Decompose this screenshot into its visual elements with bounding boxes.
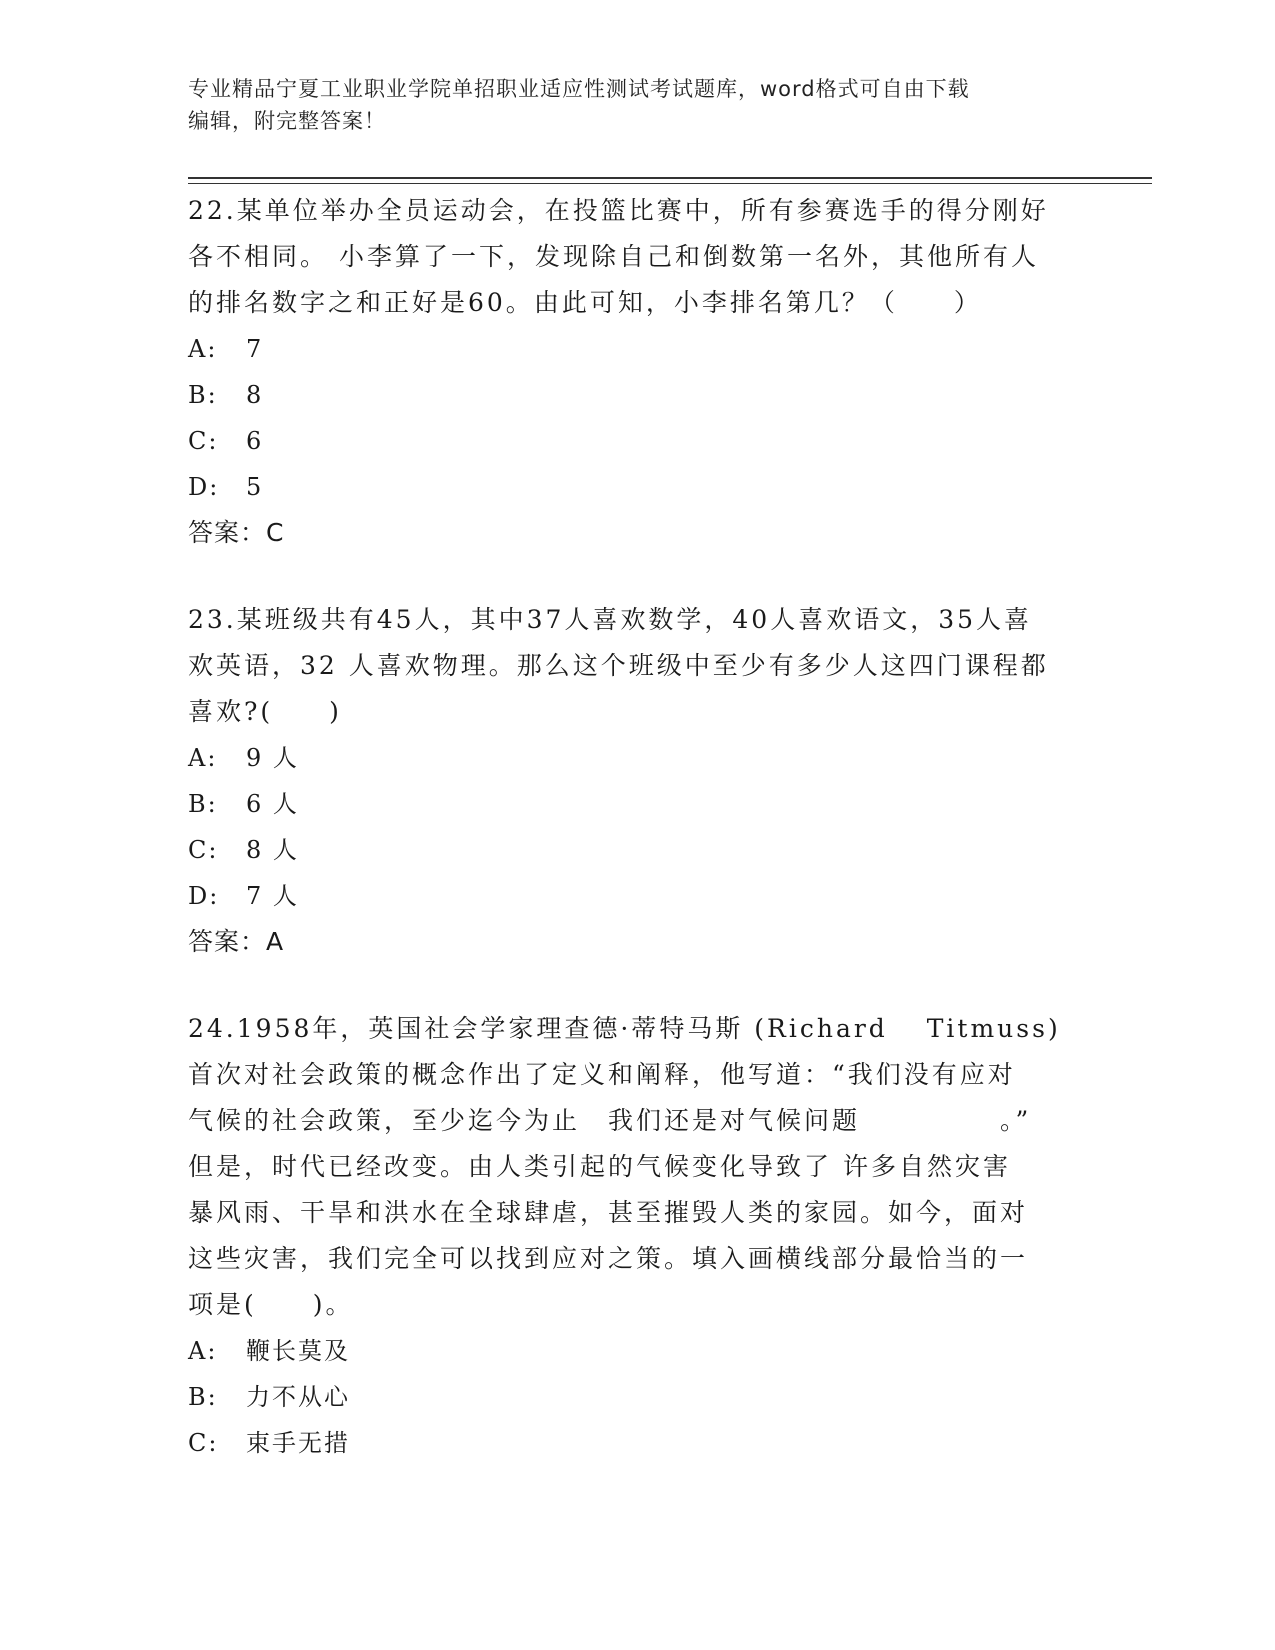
option-text: 9 人 bbox=[246, 744, 299, 772]
option-text: 8 bbox=[246, 381, 264, 409]
header-line-1: 专业精品宁夏工业职业学院单招职业适应性测试考试题库，word格式可自由下载 bbox=[188, 77, 970, 101]
option-b bbox=[188, 372, 1088, 418]
question-stem-line: 项是( )。 bbox=[188, 1290, 354, 1319]
option-text: 6 bbox=[246, 427, 264, 455]
option-text: 5 bbox=[246, 473, 264, 501]
option-d bbox=[188, 873, 1088, 919]
option-key: C: bbox=[188, 1429, 219, 1457]
question-stem-line: 的排名数字之和正好是60。由此可知，小李排名第几？（ ） bbox=[188, 288, 982, 317]
option-key: C: bbox=[188, 427, 219, 455]
option-c bbox=[188, 418, 1088, 464]
question-stem-line: 22.某单位举办全员运动会，在投篮比赛中，所有参赛选手的得分刚好 bbox=[188, 196, 1049, 225]
option-text: 8 人 bbox=[246, 836, 299, 864]
question-23 bbox=[188, 597, 1088, 965]
question-stem-line: 暴风雨、干旱和洪水在全球肆虐，甚至摧毁人类的家园。如今，面对 bbox=[188, 1198, 1029, 1227]
option-c bbox=[188, 1420, 1088, 1466]
answer-line: 答案：C bbox=[188, 518, 285, 547]
header-line-2: 编辑，附完整答案！ bbox=[188, 109, 386, 133]
option-a bbox=[188, 326, 1088, 372]
header-divider-thick bbox=[188, 177, 1152, 179]
option-text: 7 bbox=[246, 335, 264, 363]
question-stem-line: 喜欢?( ) bbox=[188, 697, 342, 726]
question-stem-line: 但是，时代已经改变。由人类引起的气候变化导致了 许多自然灾害 bbox=[188, 1152, 1011, 1181]
question-stem-line: 24.1958年，英国社会学家理查德·蒂特马斯 (Richard Titmuss) bbox=[188, 1014, 1061, 1043]
question-stem-line: 各不相同。 小李算了一下，发现除自己和倒数第一名外，其他所有人 bbox=[188, 242, 1039, 271]
option-text: 束手无措 bbox=[246, 1429, 350, 1457]
option-key: B: bbox=[188, 790, 218, 818]
option-key: B: bbox=[188, 1383, 218, 1411]
option-a bbox=[188, 735, 1088, 781]
document-header bbox=[188, 73, 1068, 137]
option-text: 力不从心 bbox=[246, 1383, 350, 1411]
question-stem-line: 气候的社会政策，至少迄今为止 我们还是对气候问题 。” bbox=[188, 1106, 1032, 1135]
option-text: 鞭长莫及 bbox=[246, 1337, 350, 1365]
option-a bbox=[188, 1328, 1088, 1374]
option-key: A: bbox=[188, 744, 218, 772]
question-stem-line: 首次对社会政策的概念作出了定义和阐释，他写道：“我们没有应对 bbox=[188, 1060, 1016, 1089]
question-stem-line: 23.某班级共有45人，其中37人喜欢数学，40人喜欢语文，35人喜 bbox=[188, 605, 1033, 634]
question-22 bbox=[188, 188, 1088, 556]
question-stem-line: 欢英语，32 人喜欢物理。那么这个班级中至少有多少人这四门课程都 bbox=[188, 651, 1049, 680]
option-key: D: bbox=[188, 473, 220, 501]
option-b bbox=[188, 781, 1088, 827]
option-key: A: bbox=[188, 335, 218, 363]
option-b bbox=[188, 1374, 1088, 1420]
option-key: A: bbox=[188, 1337, 218, 1365]
option-key: B: bbox=[188, 381, 218, 409]
question-24 bbox=[188, 1006, 1088, 1466]
header-divider-thin bbox=[188, 183, 1152, 184]
option-text: 7 人 bbox=[246, 882, 299, 910]
option-key: C: bbox=[188, 836, 219, 864]
option-d bbox=[188, 464, 1088, 510]
answer-line: 答案：A bbox=[188, 927, 285, 956]
option-text: 6 人 bbox=[246, 790, 299, 818]
question-stem-line: 这些灾害，我们完全可以找到应对之策。填入画横线部分最恰当的一 bbox=[188, 1244, 1029, 1273]
option-c bbox=[188, 827, 1088, 873]
option-key: D: bbox=[188, 882, 220, 910]
